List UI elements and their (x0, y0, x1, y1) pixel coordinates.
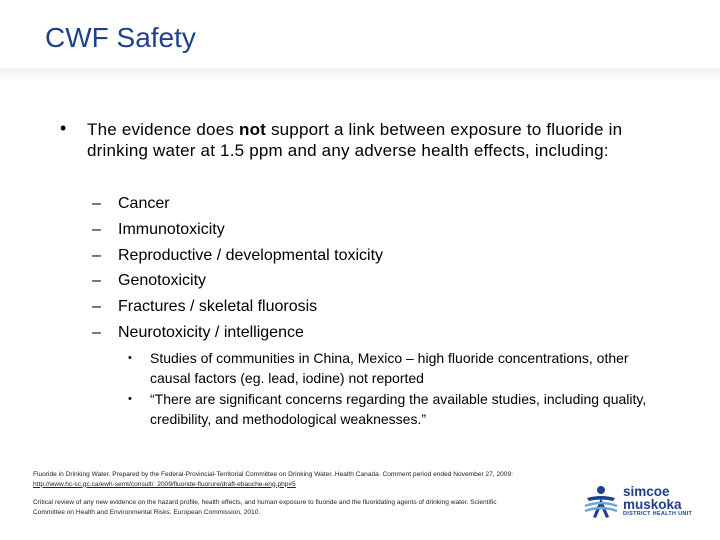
neurotoxicity-notes (128, 348, 668, 430)
logo-line-3: DISTRICT HEALTH UNIT (623, 511, 693, 517)
effect-label: Neurotoxicity / intelligence (118, 323, 304, 341)
people-logo-icon (583, 484, 619, 520)
dash-icon: – (92, 272, 101, 290)
dash-icon: – (92, 195, 101, 212)
main-bullet-after: support a link between exposure to fluoride in drinking water at 1.5 ppm and any adverse health effects, including: (87, 120, 623, 160)
effects-list (92, 194, 652, 349)
note-text: Studies of communities in China, Mexico – high fluoride concentrations, other causal factors (eg. lead, iodine) not reported (150, 350, 629, 386)
logo-wordmark (623, 485, 692, 518)
bullet-icon: • (128, 352, 132, 364)
list-item (92, 194, 652, 220)
dash-icon: – (92, 246, 101, 264)
effect-label: Immunotoxicity (118, 220, 225, 238)
list-item (128, 389, 668, 429)
list-item (92, 246, 652, 272)
dash-icon: – (92, 298, 101, 316)
bullet-icon: • (128, 393, 132, 405)
references (33, 470, 513, 526)
list-item (92, 297, 652, 323)
list-item (92, 220, 652, 246)
main-bullet-text (87, 119, 647, 161)
slide-title: CWF Safety (45, 22, 196, 53)
list-item (128, 348, 668, 388)
list-item (92, 271, 652, 297)
logo-line-2: muskoka (623, 497, 682, 512)
bullet-icon: • (60, 118, 67, 138)
dash-icon: – (92, 323, 101, 341)
reference-2: Critical review of any new evidence on the hazard profile, health effects, and human exposure to fluoride and the fluoridating agents of drinking water. Scientific Committee on Health and Environmental Risks. European Commission, 2010. (33, 499, 497, 516)
note-text: “There are significant concerns regarding the available studies, including quality, credibility, and methodological weaknesses.” (150, 391, 647, 427)
effect-label: Cancer (118, 195, 170, 212)
dash-icon: – (92, 220, 101, 238)
reference-1-link[interactable]: http://www.hc-sc.gc.ca/ewh-semt/consult/_2009/fluoride-fluorure/draft-ebauche-eng.php#5 (33, 480, 296, 488)
title-divider (0, 68, 720, 82)
main-bullet-before: The evidence does (87, 120, 239, 139)
reference-1 (33, 470, 513, 489)
reference-1-text: Fluoride in Drinking Water. Prepared by the Federal-Provincial-Territorial Committee on Drinking Water. Health Canada. Comment period ended November 27, 2009: (33, 471, 513, 478)
effect-label: Fractures / skeletal fluorosis (118, 298, 318, 316)
main-bullet-emphasis: not (238, 120, 267, 139)
effect-label: Reproductive / developmental toxicity (118, 246, 384, 264)
list-item (92, 323, 652, 349)
simcoe-muskoka-logo (583, 484, 703, 524)
logo-line-1: simcoe (623, 484, 670, 499)
effect-label: Genotoxicity (118, 272, 207, 290)
